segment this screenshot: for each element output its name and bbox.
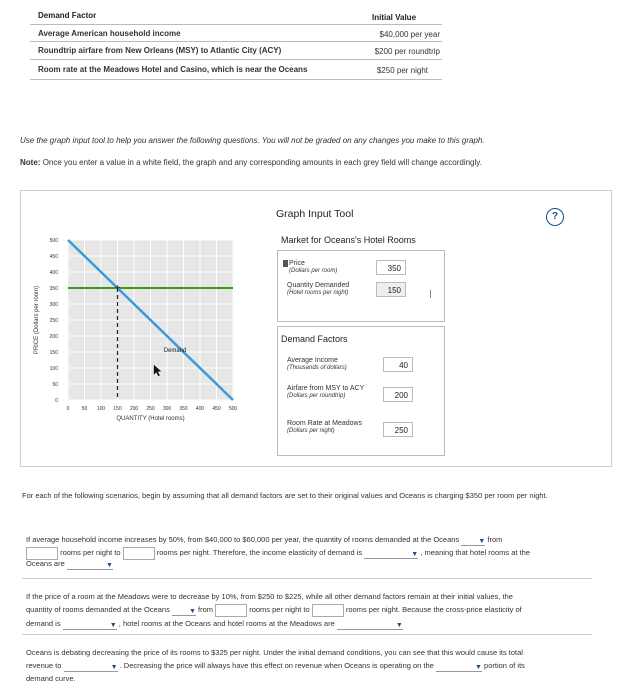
room-rate-unit: (Dollars per night) (287, 428, 335, 434)
note-text: Once you enter a value in a white field, the graph and any corresponding amounts in each grey field will change accordingly. (42, 158, 482, 167)
q3-text: demand curve. (26, 674, 76, 684)
x-tick-label: 50 (81, 406, 88, 412)
q1-text: If average household income increases by 50%, from $40,000 to $60,000 per year, the quantity of rooms demanded at the Oceans (26, 535, 460, 544)
x-tick-label: 250 (146, 406, 155, 412)
note-label: Note: (20, 158, 41, 167)
y-tick-label: 250 (49, 318, 58, 324)
y-tick-label: 0 (55, 398, 58, 404)
q1-text: rooms per night to (60, 548, 121, 558)
tool-title: Graph Input Tool (276, 208, 354, 220)
divider (22, 634, 592, 635)
q1-from: from (487, 535, 503, 544)
q2-text: rooms per night to (249, 605, 310, 614)
factor-label: Room rate at the Meadows Hotel and Casino, which is near the Oceans (38, 65, 308, 74)
x-tick-label: 100 (96, 406, 106, 412)
income-label: Average Income (287, 357, 338, 364)
factor-header: Demand Factor (38, 11, 97, 20)
price-input[interactable]: 350 (376, 260, 406, 275)
airfare-label: Airfare from MSY to ACY (287, 385, 365, 392)
divider (30, 59, 442, 60)
initial-value-header: Initial Value (372, 13, 417, 22)
q1-to-input[interactable] (123, 547, 155, 560)
q3-text: . Decreasing the price will always have this effect on revenue when Oceans is operating on the (119, 661, 434, 670)
q1-elasticity-dropdown[interactable] (364, 547, 418, 559)
price-unit: (Dollars per room) (289, 268, 338, 274)
x-tick-label: 0 (66, 406, 70, 412)
q3-text: Oceans is debating decreasing the price of its rooms to $325 per night. Under the initial demand conditions, you can see that this would cause its total (26, 648, 523, 657)
price-marker-icon (283, 260, 288, 267)
q1-good-type-dropdown[interactable] (67, 558, 113, 570)
factor-value: $40,000 per year (379, 30, 440, 39)
q2-text: , hotel rooms at the Oceans and hotel rooms at the Meadows are (118, 618, 335, 628)
q2-from: from (198, 605, 214, 614)
y-axis-title: PRICE (Dollars per room) (34, 285, 40, 355)
q1-text: rooms per night. Therefore, the income elasticity of demand is (156, 548, 363, 558)
x-tick-label: 200 (129, 406, 139, 412)
room-rate-input[interactable]: 250 (383, 422, 413, 437)
x-tick-label: 150 (113, 406, 122, 412)
y-tick-label: 500 (49, 238, 58, 244)
y-tick-label: 150 (49, 350, 58, 356)
q2-text: If the price of a room at the Meadows were to decrease by 10%, from $250 to $225, while all other demand factors remain at their initial values, the (26, 592, 513, 601)
quantity-unit: (Hotel rooms per night) (287, 290, 349, 296)
y-tick-label: 300 (49, 302, 58, 308)
q3-revenue-dropdown[interactable] (64, 660, 118, 672)
q1-direction-dropdown[interactable] (461, 534, 485, 546)
factor-label: Average American household income (38, 29, 181, 38)
help-icon[interactable]: ? (546, 208, 564, 226)
x-tick-label: 350 (179, 406, 188, 412)
q3-portion-dropdown[interactable] (436, 660, 482, 672)
q2-elasticity-dropdown[interactable] (63, 618, 117, 630)
instructions: Use the graph input tool to help you answer the following questions. You will not be graded on any changes you make to this graph. (20, 136, 485, 145)
income-unit: (Thousands of dollars) (287, 365, 347, 371)
q3-text: revenue to (26, 661, 62, 670)
x-tick-label: 400 (195, 406, 205, 412)
question-1 (26, 533, 596, 560)
y-tick-label: 450 (49, 254, 58, 260)
question-1-end (26, 557, 113, 570)
room-rate-label: Room Rate at Meadows (287, 420, 363, 427)
quantity-field: 150 (376, 282, 406, 297)
divider (22, 578, 592, 579)
x-tick-label: 450 (212, 406, 221, 412)
q2-text: quantity of rooms demanded at the Oceans (26, 605, 170, 614)
price-label: Price (289, 260, 305, 267)
q2-from-input[interactable] (215, 604, 247, 617)
y-tick-label: 50 (52, 382, 58, 388)
q2-text: rooms per night. Because the cross-price elasticity of (345, 605, 522, 614)
q1-text: Oceans are (26, 559, 65, 568)
income-input[interactable]: 40 (383, 357, 413, 372)
question-3 (26, 646, 596, 685)
q2-text: demand is (26, 618, 61, 628)
q2-direction-dropdown[interactable] (172, 604, 196, 616)
equilibrium-point-marker: + (114, 283, 121, 294)
market-title: Market for Oceans's Hotel Rooms (281, 235, 416, 245)
q3-text: portion of its (484, 661, 525, 670)
demand-label: Demand (163, 348, 187, 354)
y-tick-label: 100 (49, 366, 58, 372)
factor-value: $250 per night (376, 66, 428, 75)
q2-to-input[interactable] (312, 604, 344, 617)
factor-label: Roundtrip airfare from New Orleans (MSY) to Atlantic City (ACY) (38, 46, 282, 55)
questions-intro: For each of the following scenarios, begin by assuming that all demand factors are set to their original values and Oceans is charging $350 per room per night. (22, 491, 548, 500)
divider (30, 41, 442, 42)
x-axis-title: QUANTITY (Hotel rooms) (116, 416, 185, 422)
divider (30, 24, 442, 25)
q2-relation-dropdown[interactable] (337, 618, 403, 630)
demand-graph (30, 230, 270, 430)
cursor-mark (430, 290, 431, 298)
x-tick-label: 300 (162, 406, 172, 412)
divider (30, 79, 442, 80)
question-2 (26, 590, 596, 630)
demand-factors-title: Demand Factors (281, 334, 348, 344)
y-tick-label: 350 (49, 286, 58, 292)
x-tick-label: 500 (228, 406, 238, 412)
airfare-input[interactable]: 200 (383, 387, 413, 402)
quantity-label: Quantity Demanded (287, 282, 350, 289)
y-tick-label: 200 (49, 334, 58, 340)
q1-text: , meaning that hotel rooms at the (420, 548, 530, 558)
factor-value: $200 per roundtrip (374, 47, 440, 56)
airfare-unit: (Dollars per roundtrip) (287, 393, 346, 399)
y-tick-label: 400 (49, 270, 58, 276)
